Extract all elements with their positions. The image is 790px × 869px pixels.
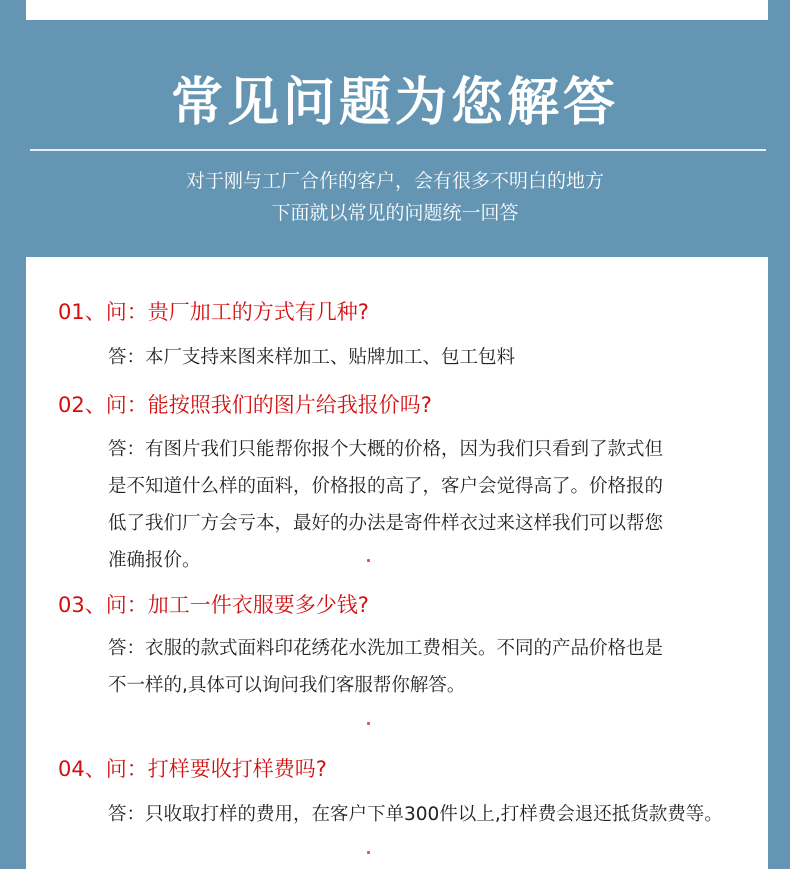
decorative-dot [367, 851, 370, 854]
title-divider [30, 149, 766, 151]
faq-question-3: 03、问：加工一件衣服要多少钱? [58, 593, 369, 617]
subtitle-line-1: 对于刚与工厂合作的客户，会有很多不明白的地方 [185, 170, 604, 192]
section-title: 常见问题为您解答 [170, 73, 619, 133]
faq-answer-3-line-2: 不一样的,具体可以询问我们客服帮你解答。 [108, 675, 466, 696]
faq-answer-2-line-3: 低了我们厂方会亏本，最好的办法是寄件样衣过来这样我们可以帮您 [108, 513, 664, 534]
faq-answer-2-line-4: 准确报价。 [108, 550, 201, 571]
faq-answer-3-line-1: 答：衣服的款式面料印花绣花水洗加工费相关。不同的产品价格也是 [108, 638, 664, 659]
subtitle-line-2: 下面就以常见的问题统一回答 [271, 202, 519, 224]
faq-answer-2-line-1: 答：有图片我们只能帮你报个大概的价格，因为我们只看到了款式但 [108, 439, 664, 460]
top-card-edge [26, 0, 768, 20]
decorative-dot [367, 559, 370, 562]
faq-answer-2-line-2: 是不知道什么样的面料，价格报的高了，客户会觉得高了。价格报的 [108, 476, 664, 497]
faq-question-1: 01、问：贵厂加工的方式有几种? [58, 300, 369, 324]
faq-question-4: 04、问：打样要收打样费吗? [58, 757, 327, 781]
faq-question-2: 02、问：能按照我们的图片给我报价吗? [58, 393, 432, 417]
faq-answer-4-line-1: 答：只收取打样的费用，在客户下单300件以上,打样费会退还抵货款费等。 [108, 804, 723, 825]
faq-answer-1-line-1: 答：本厂支持来图来样加工、贴牌加工、包工包料 [108, 347, 516, 368]
faq-content-card [26, 257, 768, 869]
decorative-dot [367, 722, 370, 725]
